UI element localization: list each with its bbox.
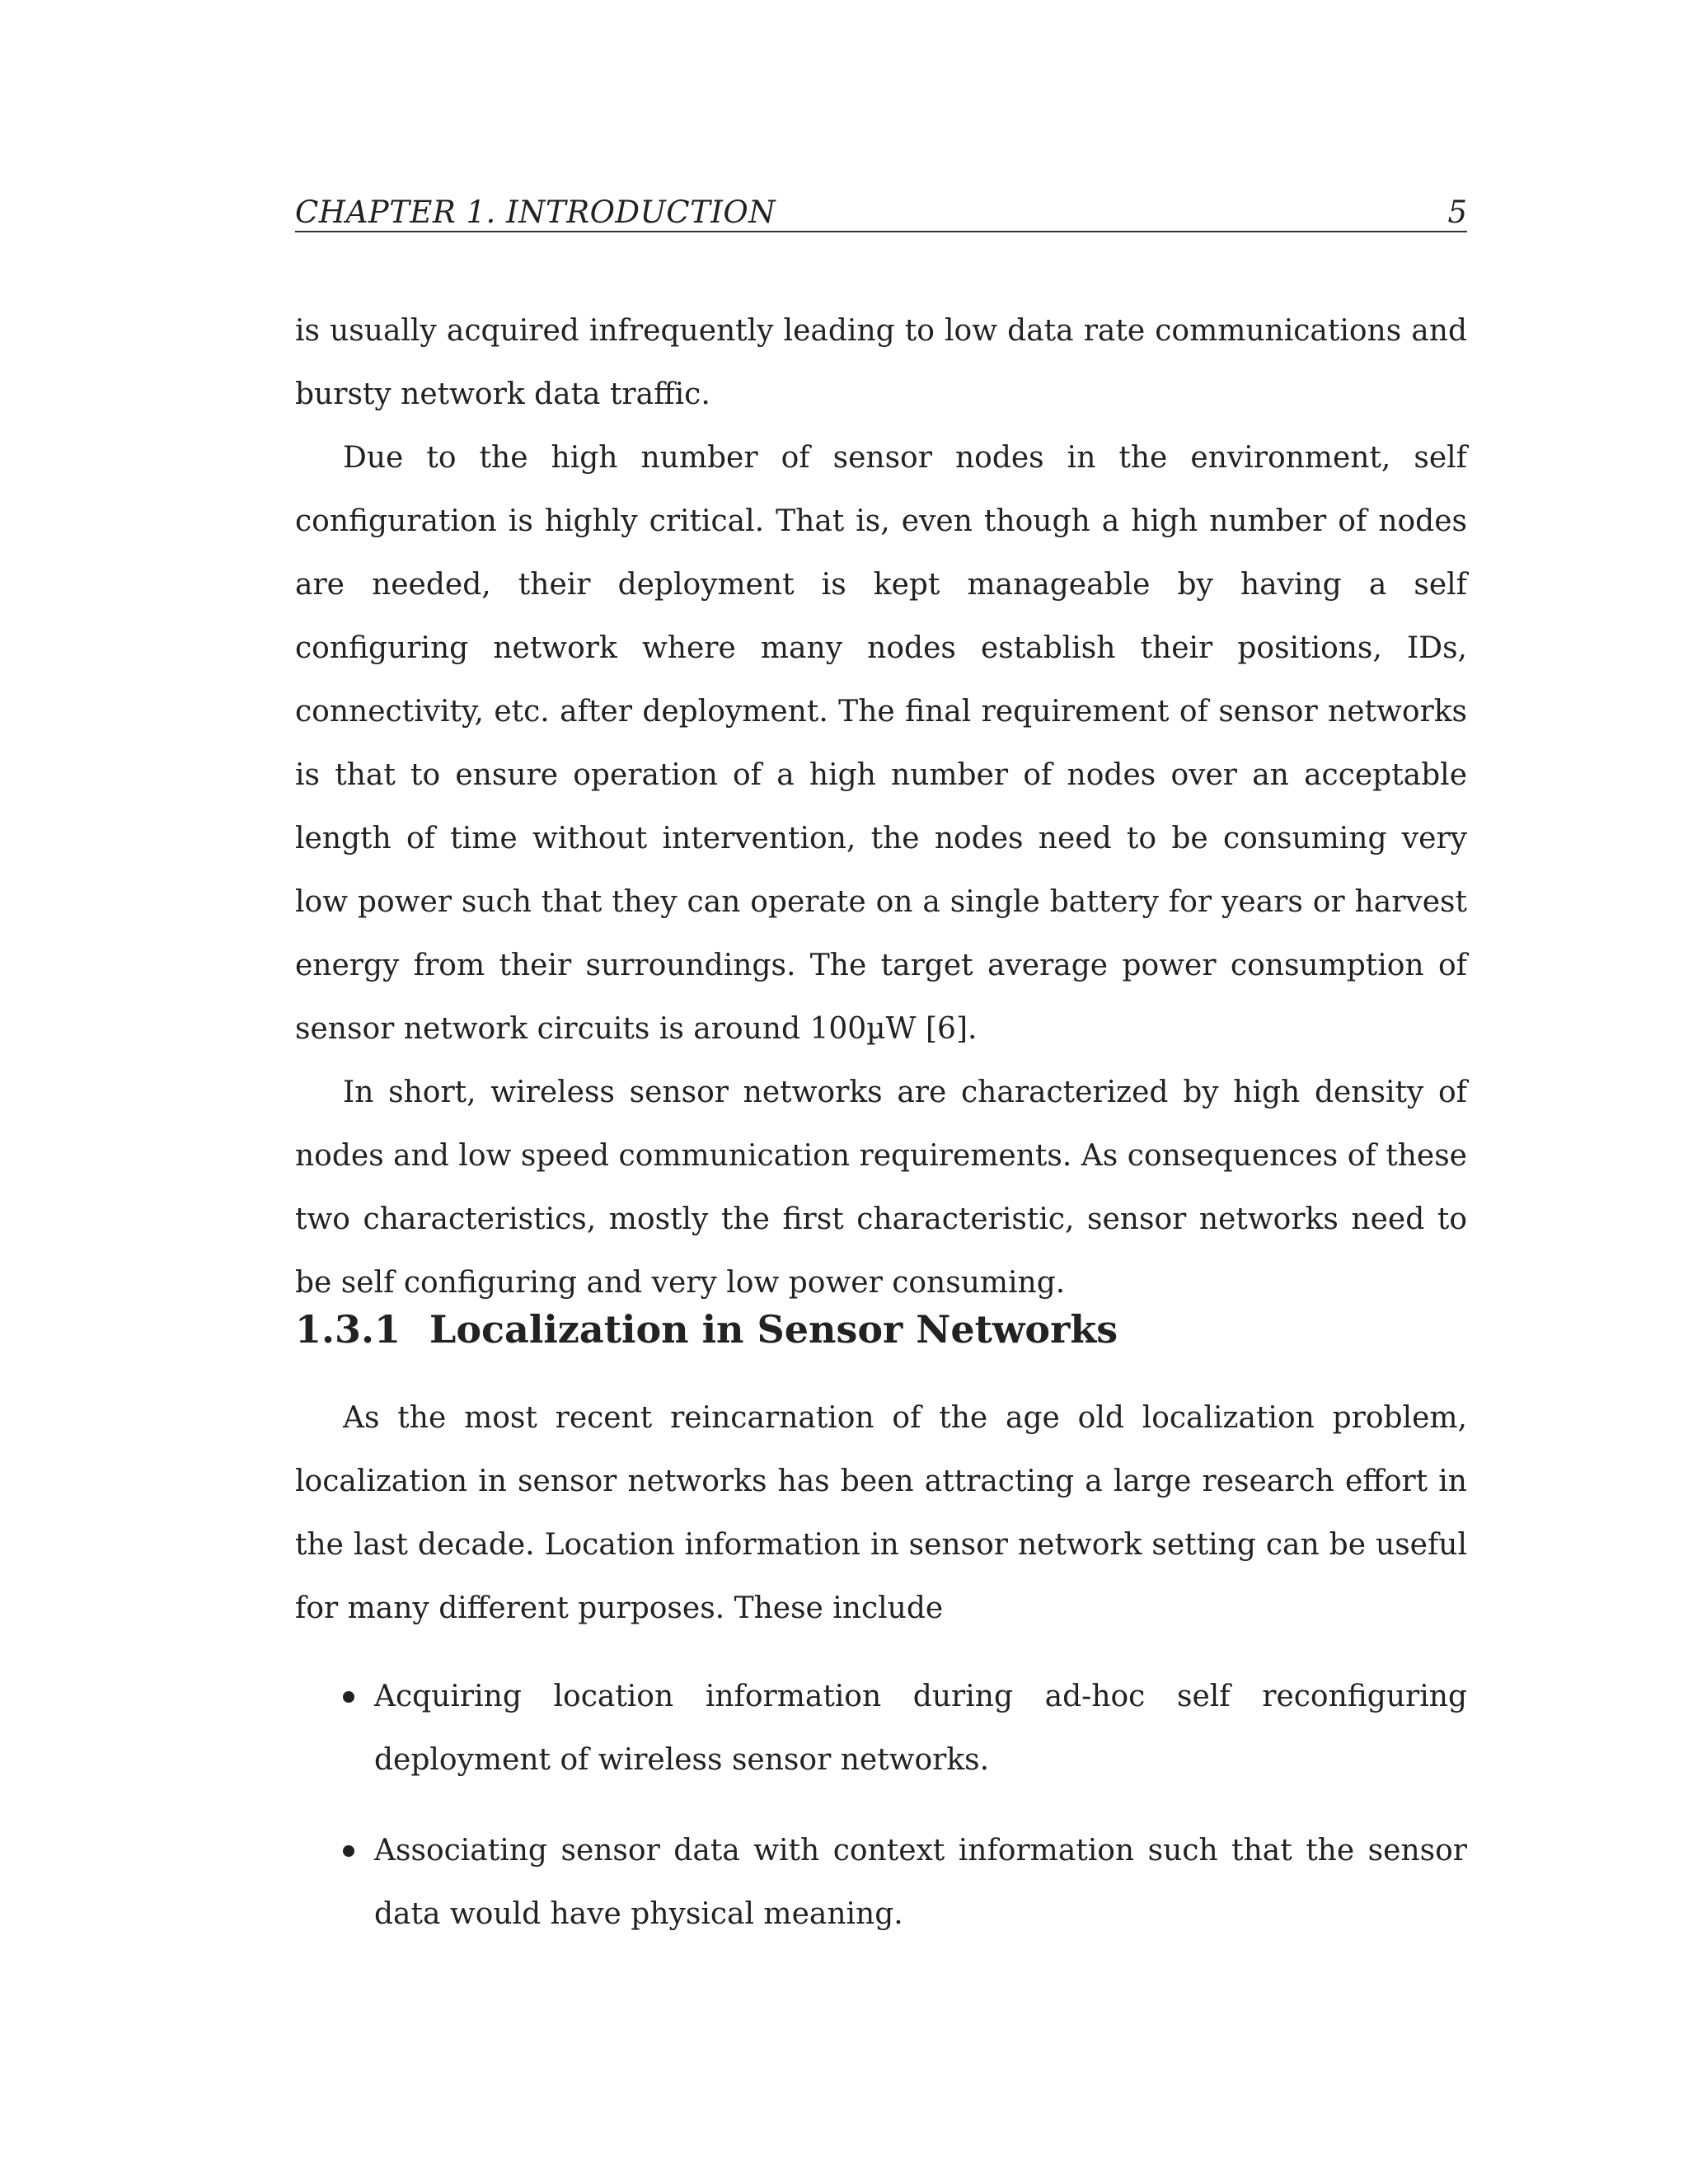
list-item <box>295 1665 1467 1792</box>
section-number: 1.3.1 <box>295 1307 401 1352</box>
chapter-title: CHAPTER 1. INTRODUCTION <box>295 194 776 230</box>
list-item <box>295 1819 1467 1946</box>
bullet-icon <box>343 1691 354 1703</box>
section-heading <box>295 1302 1467 1357</box>
running-header <box>295 194 1467 232</box>
section-title: Localization in Sensor Networks <box>429 1307 1118 1352</box>
document-page <box>295 0 1467 2184</box>
page-number: 5 <box>1447 194 1467 230</box>
bullet-icon <box>343 1845 354 1857</box>
list-item-text: Associating sensor data with context information such that the sensor data would have physical meaning. <box>374 1834 1467 1931</box>
section-body <box>295 1386 1467 1640</box>
paragraph-self-configuration: Due to the high number of sensor nodes in the environment, self configuration is highly critical. That is, even though a high number of nodes are needed, their deployment is kept manageable by having a self configuring network where many nodes establish their positions, IDs, connectivity, etc. after deployment. The final requirement of sensor networks is that to ensure operation of a high number of nodes over an acceptable length of time without intervention, the nodes need to be consuming very low power such that they can operate on a single battery for years or harvest energy from their surroundings. The target average power consumption of sensor network circuits is around 100µW [6]. <box>295 441 1467 1046</box>
list-item-text: Acquiring location information during ad-hoc self reconfiguring deployment of wireless sensor networks. <box>374 1680 1467 1777</box>
section-intro-paragraph: As the most recent reincarnation of the age old localization problem, localization in sensor networks has been attracting a large research effort in the last decade. Location information in sensor network setting can be useful for many different purposes. These include <box>295 1401 1467 1625</box>
bullet-list <box>295 1665 1467 1973</box>
paragraph-summary: In short, wireless sensor networks are characterized by high density of nodes and low speed communication requirements. As consequences of these two characteristics, mostly the first characteristic, sensor networks need to be self configuring and very low power consuming. <box>295 1076 1467 1300</box>
paragraph-continuation: is usually acquired infrequently leading to low data rate communications and bursty network data traffic. <box>295 314 1467 411</box>
body-text <box>295 299 1467 1315</box>
